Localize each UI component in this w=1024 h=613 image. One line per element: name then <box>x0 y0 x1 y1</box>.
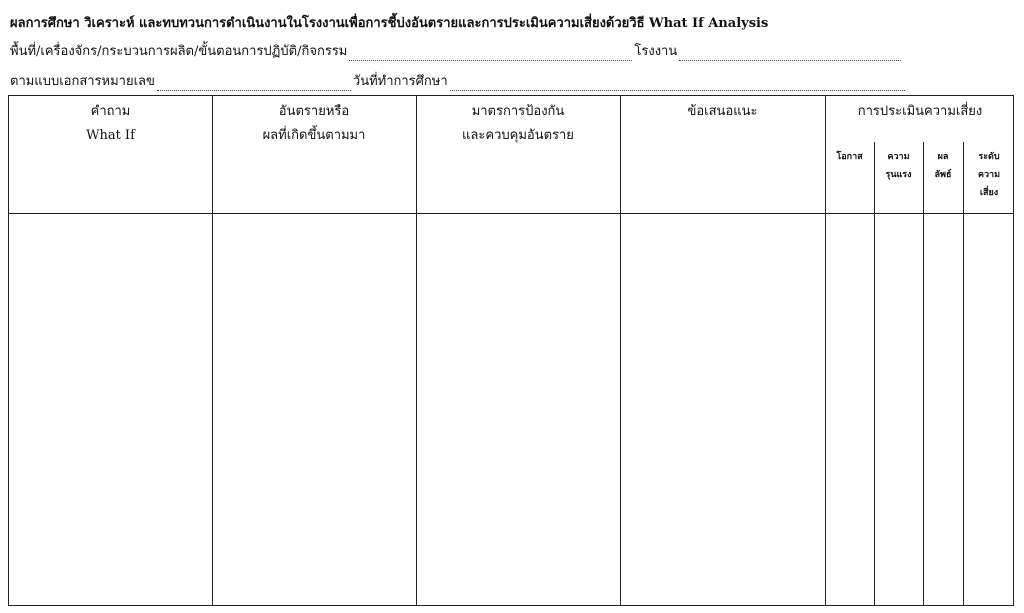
subheader-result-line1: ผล <box>937 152 949 162</box>
what-if-table <box>8 95 1014 606</box>
factory-blank[interactable] <box>679 48 901 61</box>
header-hazard-line2: ผลที่เกิดขึ้นตามมา <box>262 128 366 143</box>
header-control-line1: มาตรการป้องกัน <box>471 104 565 119</box>
col-divider <box>212 96 213 605</box>
sub-col-divider <box>874 142 875 605</box>
subheader-level-line1: ระดับ <box>978 152 1000 162</box>
header-control-measures <box>416 100 620 148</box>
area-blank[interactable] <box>349 48 632 61</box>
header-what-if-line1: คำถาม <box>90 104 131 119</box>
subheader-severity-line1: ความ <box>887 152 910 162</box>
header-risk-assessment <box>825 100 1015 124</box>
col-divider <box>620 96 621 605</box>
document-title: ผลการศึกษา วิเคราะห์ และทบทวนการดำเนินงานในโรงงานเพื่อการชี้บ่งอันตรายและการประเมินความเสี่ยงด้วยวิธี What If Analysis <box>10 16 769 31</box>
header-what-if <box>9 100 212 148</box>
area-line <box>10 40 903 61</box>
header-bottom-border <box>9 213 1013 214</box>
drawing-label: ตามแบบเอกสารหมายเลข <box>10 74 155 89</box>
header-recommendation <box>620 100 825 124</box>
subheader-likelihood <box>825 148 874 166</box>
drawing-blank[interactable] <box>157 78 351 91</box>
area-label: พื้นที่/เครื่องจักร/กระบวนการผลิต/ขั้นตอนการปฏิบัติ/กิจกรรม <box>10 44 348 59</box>
subheader-severity <box>874 148 923 184</box>
col-divider <box>416 96 417 605</box>
factory-label: โรงงาน <box>634 44 678 59</box>
header-recommend-text: ข้อเสนอแนะ <box>687 104 758 119</box>
subheader-severity-line2: รุนแรง <box>885 170 912 180</box>
subheader-risk-level <box>963 148 1015 202</box>
header-hazard <box>212 100 416 148</box>
sub-col-divider <box>923 142 924 605</box>
subheader-result <box>923 148 963 184</box>
subheader-result-line2: ลัพธ์ <box>934 170 952 180</box>
header-control-line2: และควบคุมอันตราย <box>462 128 574 143</box>
subheader-level-line2: ความ <box>977 170 1001 180</box>
date-blank[interactable] <box>450 78 905 91</box>
header-risk-text: การประเมินความเสี่ยง <box>857 104 983 119</box>
sub-col-divider <box>963 142 964 605</box>
subheader-likelihood-text: โอกาส <box>836 152 863 162</box>
drawing-line <box>10 70 907 91</box>
date-label: วันที่ทำการศึกษา <box>352 74 448 89</box>
subheader-level-line3: เสี่ยง <box>979 188 999 198</box>
header-hazard-line1: อันตรายหรือ <box>278 104 350 119</box>
header-what-if-line2: What If <box>86 128 135 143</box>
col-divider <box>825 96 826 605</box>
